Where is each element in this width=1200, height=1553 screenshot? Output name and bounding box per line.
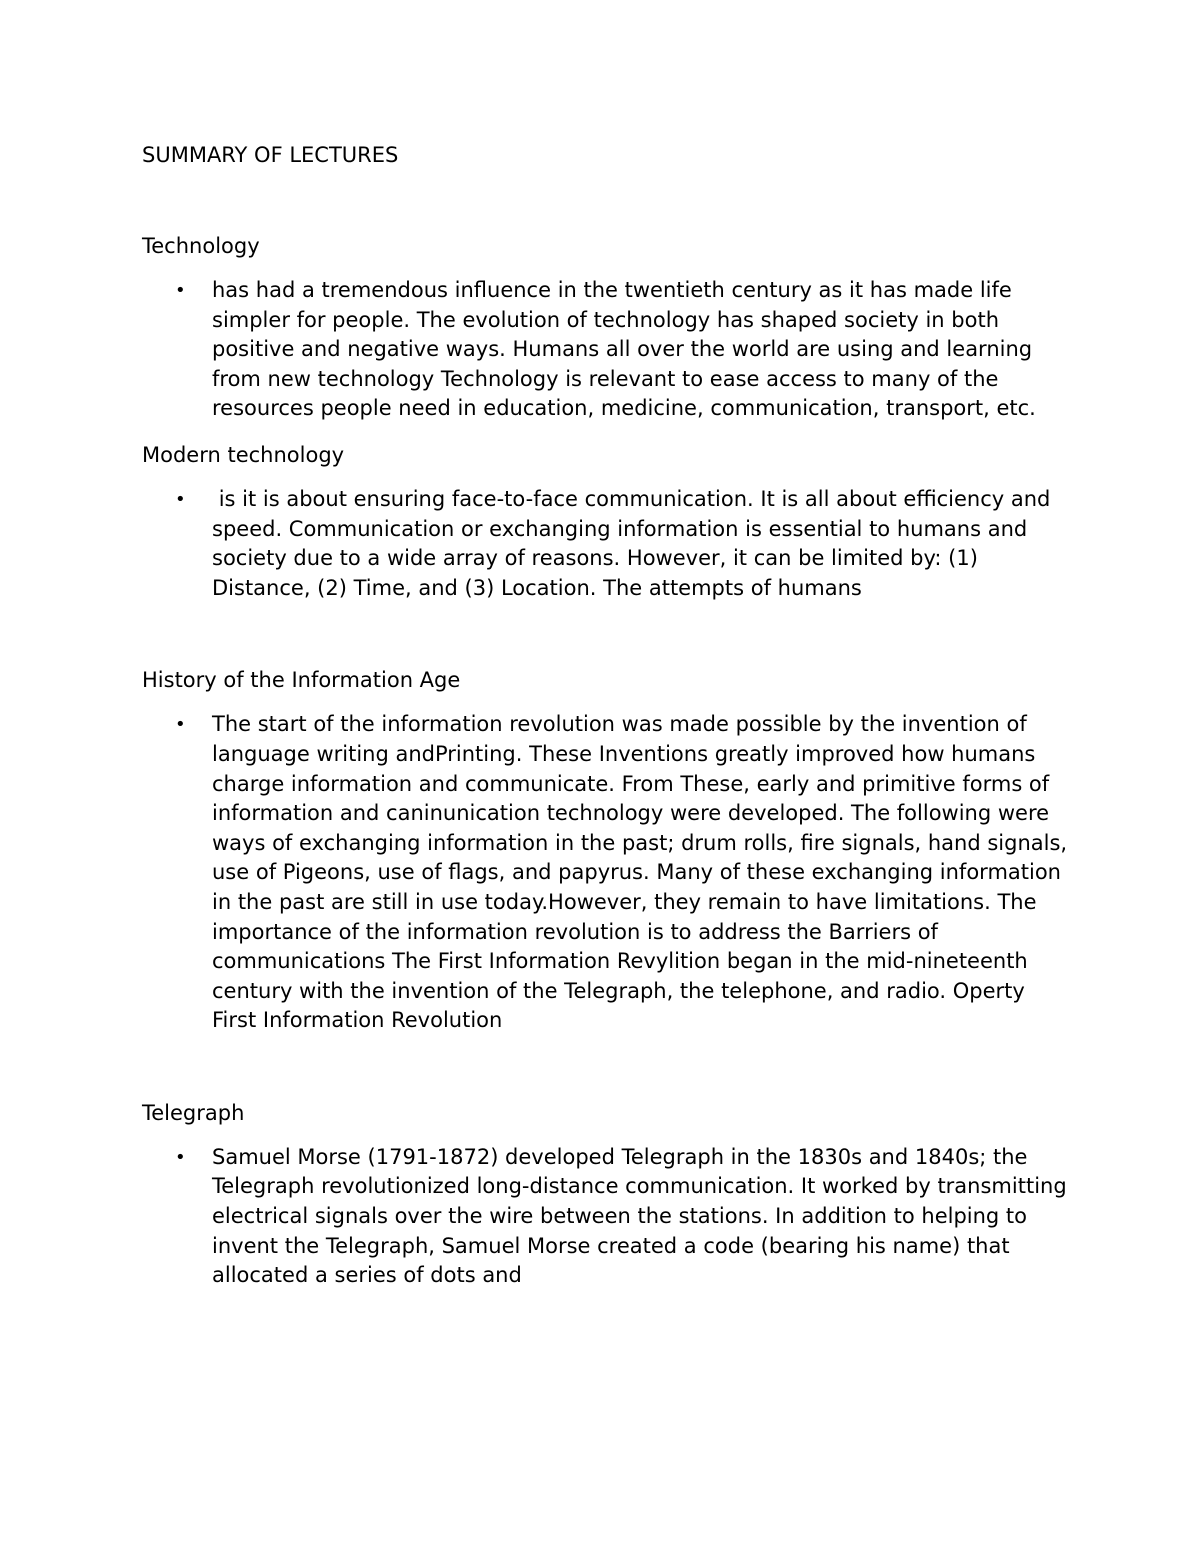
- section-heading-technology: Technology: [142, 234, 260, 258]
- bullet-icon: •: [175, 714, 186, 736]
- bullet-list-history: [142, 710, 1072, 1036]
- bullet-text: is it is about ensuring face-to-face communication. It is all about efficiency and speed. Communication or exchanging information is essential to humans and society due to a wide array of reasons. However, it can be limited by: (1) Distance, (2) Time, and (3) Location. The attempts of humans: [212, 486, 1058, 600]
- list-item: [142, 710, 1072, 1036]
- list-item: [142, 485, 1072, 603]
- section-heading-history-information-age: History of the Information Age: [142, 668, 461, 693]
- bullet-text: The start of the information revolution was made possible by the invention of language writing andPrinting. These Inventions greatly improved how humans charge information and communicate. From These, early and primitive forms of information and caninunication technology were developed. The following were ways of exchanging information in the past; drum rolls, fire signals, hand signals, use of Pigeons, use of flags, and papyrus. Many of these exchanging information in the past are still in use today.However, they remain to have limitations. The importance of the information revolution is to address the Barriers of communications The First Information Revylition began in the mid-nineteenth century with the invention of the Telegraph, the telephone, and radio. Operty First Information Revolution: [212, 712, 1068, 1033]
- bullet-list-modern-technology: [142, 485, 1072, 603]
- bullet-text: Samuel Morse (1791-1872) developed Telegraph in the 1830s and 1840s; the Telegraph revolutionized long-distance communication. It worked by transmitting electrical signals over the wire between the stations. In addition to helping to invent the Telegraph, Samuel Morse created a code (bearing his name) that allocated a series of dots and: [212, 1144, 1067, 1288]
- list-item: [142, 1143, 1072, 1291]
- list-item: [142, 276, 1072, 424]
- bullet-icon: •: [175, 1146, 186, 1168]
- section-heading-telegraph: Telegraph: [142, 1100, 245, 1125]
- document-title: SUMMARY OF LECTURES: [142, 143, 399, 167]
- document-content: [142, 140, 1072, 1291]
- bullet-list-telegraph: [142, 1143, 1072, 1291]
- bullet-list-technology: [142, 276, 1072, 424]
- bullet-text: has had a tremendous influence in the twentieth century as it has made life simpler for people. The evolution of technology has shaped society in both positive and negative ways. Humans all over the world are using and learning from new technology Technology is relevant to ease access to many of the resources people need in education, medicine, communication, transport, etc.: [212, 278, 1036, 421]
- section-heading-modern-technology: Modern technology: [142, 442, 345, 467]
- bullet-icon: •: [175, 488, 186, 510]
- bullet-icon: •: [175, 280, 186, 301]
